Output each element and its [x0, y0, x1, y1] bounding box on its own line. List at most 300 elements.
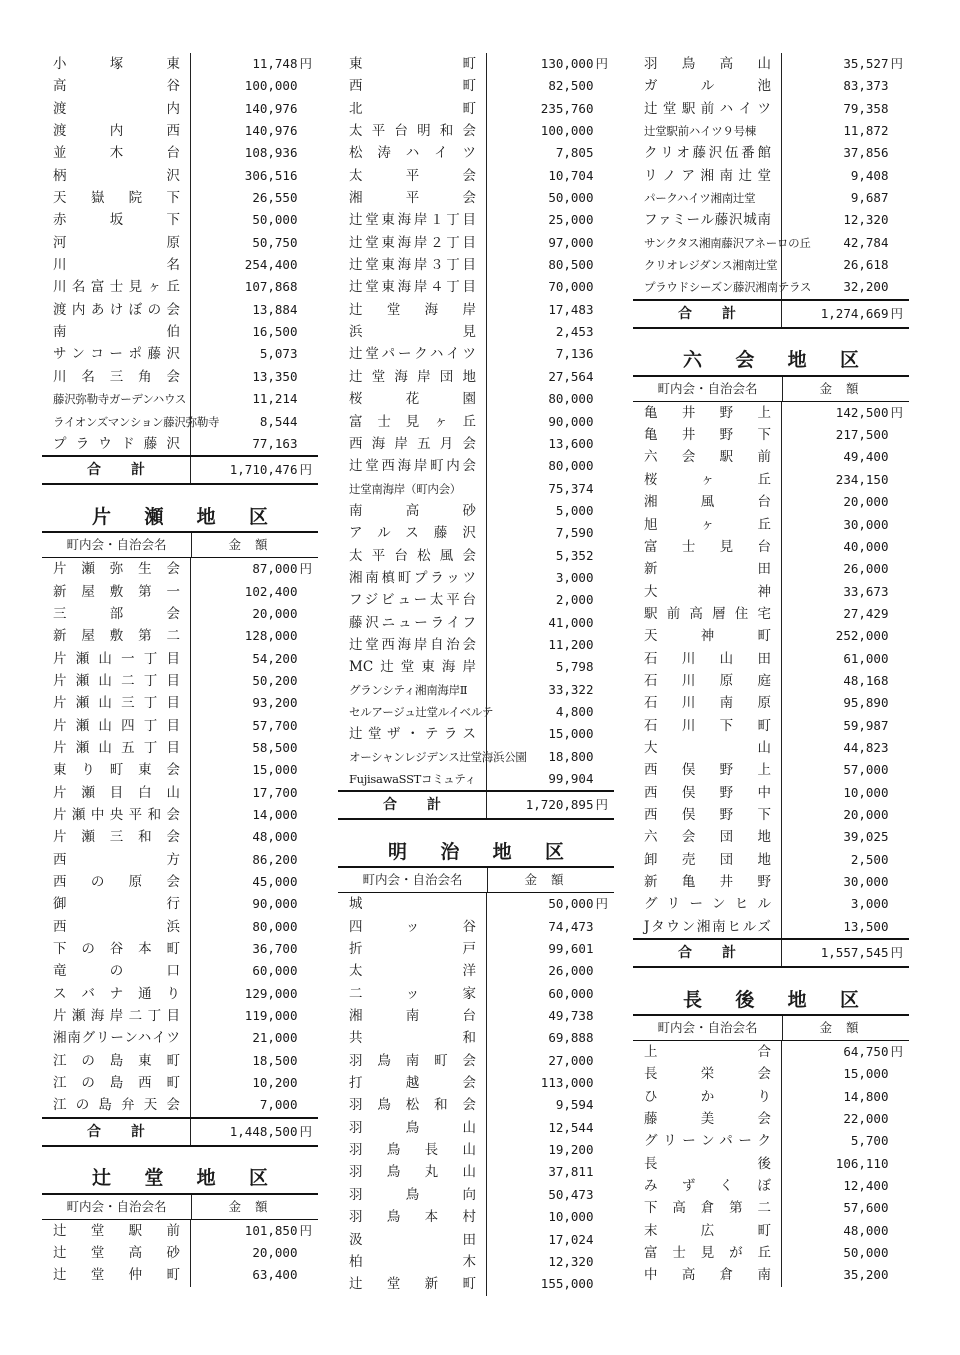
- amount-value: 22,000: [843, 1111, 889, 1127]
- amount: [487, 1139, 614, 1161]
- amount: [782, 98, 909, 120]
- table-row: [42, 737, 318, 759]
- amount: [487, 768, 614, 790]
- table-row: [42, 715, 318, 737]
- amount: [782, 893, 909, 915]
- amount: [191, 1027, 318, 1049]
- amount: [782, 276, 909, 298]
- table-row: [633, 232, 909, 254]
- amount-value: 12,320: [548, 1253, 594, 1269]
- district-title: 片 瀬 地 区: [92, 505, 268, 528]
- amount-value: 252,000: [835, 628, 889, 644]
- amount: [487, 723, 614, 745]
- association-name: 片瀬三和会: [42, 826, 191, 848]
- amount-value: 11,872: [843, 123, 889, 139]
- association-name: 辻堂西海岸町内会: [338, 455, 487, 477]
- table-row: [633, 1220, 909, 1242]
- amount-value: 26,000: [548, 963, 594, 979]
- amount-value: 18,800: [548, 748, 594, 764]
- amount: [487, 478, 614, 500]
- table-row: [42, 558, 318, 580]
- total-label: 合 計: [633, 940, 782, 966]
- amount-value: 50,000: [548, 190, 594, 206]
- amount: [782, 187, 909, 209]
- association-name: 湘南台: [338, 1005, 487, 1027]
- total-row: [633, 299, 909, 329]
- amount-value: 129,000: [244, 985, 298, 1001]
- table-row: [42, 343, 318, 365]
- table-row: [338, 1139, 614, 1161]
- amount: [191, 603, 318, 625]
- total-row: [42, 1117, 318, 1147]
- amount-value: 87,000: [252, 561, 298, 577]
- amount: [487, 343, 614, 365]
- amount-value: 45,000: [252, 874, 298, 889]
- amount-value: 42,784: [843, 234, 889, 250]
- association-name: オーシャンレジデンス辻堂海浜公園: [338, 746, 487, 768]
- amount-value: 33,322: [548, 681, 594, 697]
- association-name: 片瀬山五丁目: [42, 737, 191, 759]
- amount-value: 82,500: [548, 78, 594, 94]
- table-row: [633, 1086, 909, 1108]
- table-row: [633, 893, 909, 915]
- total-value: 1,274,669: [820, 305, 889, 321]
- table-row: [338, 589, 614, 611]
- association-name: 打越会: [338, 1072, 487, 1094]
- amount-value: 140,976: [244, 123, 298, 139]
- amount-value: 26,000: [843, 561, 889, 577]
- amount-value: 3,000: [555, 569, 594, 585]
- association-name: 羽鳥丸山: [338, 1161, 487, 1183]
- amount: [782, 1108, 909, 1130]
- yen-unit: 円: [299, 1123, 312, 1139]
- table-row: [42, 849, 318, 871]
- association-name: 新田: [633, 558, 782, 580]
- header-amount: 金額: [524, 872, 578, 888]
- association-name: 辻堂高砂: [42, 1242, 191, 1264]
- table-row: [42, 1027, 318, 1049]
- amount-value: 100,000: [540, 123, 594, 139]
- amount: [487, 1050, 614, 1072]
- district-title: 長 後 地 区: [683, 988, 859, 1011]
- association-name: 富士見が丘: [633, 1242, 782, 1264]
- amount-value: 90,000: [252, 896, 298, 912]
- amount-value: 13,500: [843, 918, 889, 934]
- table-row: [633, 1108, 909, 1130]
- amount-value: 57,600: [843, 1200, 889, 1216]
- amount: [487, 232, 614, 254]
- amount: [191, 938, 318, 960]
- amount: [191, 983, 318, 1005]
- table-row: [338, 1094, 614, 1116]
- amount: [782, 715, 909, 737]
- table-row: [633, 581, 909, 603]
- yen-unit: 円: [890, 305, 903, 321]
- table-row: [338, 1206, 614, 1228]
- yen-unit: 円: [890, 1044, 903, 1060]
- amount-value: 35,527: [843, 56, 889, 71]
- association-name: 湘平会: [338, 187, 487, 209]
- amount: [782, 469, 909, 491]
- association-name: 川名富士見ヶ丘: [42, 276, 191, 298]
- association-name: 辻堂パークハイツ: [338, 343, 487, 365]
- amount: [191, 1005, 318, 1027]
- amount-value: 75,374: [548, 480, 594, 496]
- association-name: 太平台明和会: [338, 120, 487, 142]
- amount-value: 48,168: [843, 672, 889, 688]
- association-name: ファミール藤沢城南: [633, 209, 782, 231]
- amount-value: 9,687: [850, 190, 889, 206]
- table-row: [633, 558, 909, 580]
- amount-value: 33,673: [843, 583, 889, 599]
- amount: [487, 321, 614, 343]
- association-name: 城: [338, 893, 487, 915]
- section-gap: [42, 485, 318, 499]
- table-row: [633, 514, 909, 536]
- table-row: [338, 165, 614, 187]
- header-name: 町内会・自治会名: [338, 868, 488, 892]
- table-row: [42, 1005, 318, 1027]
- association-name: 湘南槙町プラッツ: [338, 567, 487, 589]
- table-row: [633, 276, 909, 298]
- district-title: 明 治 地 区: [388, 840, 564, 863]
- amount: [782, 120, 909, 142]
- amount-value: 93,200: [252, 695, 298, 711]
- amount-value: 49,400: [843, 449, 889, 465]
- amount-value: 27,000: [548, 1052, 594, 1068]
- table-row: [633, 782, 909, 804]
- association-name: 卸売団地: [633, 849, 782, 871]
- amount-value: 36,700: [252, 941, 298, 957]
- table-row: [338, 746, 614, 768]
- amount: [487, 938, 614, 960]
- amount: [782, 603, 909, 625]
- table-row: [42, 388, 318, 410]
- table-row: [633, 469, 909, 491]
- amount: [487, 165, 614, 187]
- table-row: [338, 916, 614, 938]
- table-row: [338, 500, 614, 522]
- total-row: [633, 938, 909, 968]
- amount-value: 30,000: [843, 874, 889, 889]
- association-name: 辻堂西海岸自治会: [338, 634, 487, 656]
- total-amount: [782, 301, 909, 327]
- association-name: Jタウン湘南ヒルズ: [633, 916, 782, 938]
- table-row: [633, 120, 909, 142]
- column-left: [42, 53, 318, 1287]
- association-name: グリーンパーク: [633, 1130, 782, 1152]
- association-name: 西俣野中: [633, 782, 782, 804]
- table-header: [633, 1014, 909, 1041]
- amount: [487, 1273, 614, 1295]
- amount: [191, 98, 318, 120]
- table-row: [42, 433, 318, 455]
- amount: [191, 1264, 318, 1286]
- amount-value: 15,000: [843, 1066, 889, 1082]
- association-name: 下高倉第二: [633, 1197, 782, 1219]
- total-amount: [191, 457, 318, 483]
- amount-value: 14,800: [843, 1088, 889, 1104]
- amount-value: 21,000: [252, 1030, 298, 1046]
- amount: [782, 648, 909, 670]
- amount-value: 130,000: [540, 56, 594, 71]
- association-name: 湘南グリーンハイツ: [42, 1027, 191, 1049]
- amount-value: 60,000: [252, 963, 298, 979]
- table-row: [633, 715, 909, 737]
- table-row: [42, 782, 318, 804]
- amount-value: 59,987: [843, 717, 889, 733]
- association-name: 御行: [42, 893, 191, 915]
- amount-value: 86,200: [252, 851, 298, 867]
- total-value: 1,448,500: [229, 1123, 298, 1139]
- amount: [487, 209, 614, 231]
- amount: [191, 960, 318, 982]
- amount: [487, 388, 614, 410]
- table-row: [633, 402, 909, 424]
- amount: [191, 893, 318, 915]
- amount-value: 80,000: [548, 458, 594, 474]
- amount-value: 30,000: [843, 516, 889, 532]
- table-row: [633, 424, 909, 446]
- association-name: ひかり: [633, 1086, 782, 1108]
- association-name: 小塚東: [42, 53, 191, 75]
- association-name: 湘風台: [633, 491, 782, 513]
- amount: [191, 232, 318, 254]
- table-row: [633, 98, 909, 120]
- amount: [487, 893, 614, 915]
- amount: [191, 1094, 318, 1116]
- association-name: 末広町: [633, 1220, 782, 1242]
- amount: [191, 187, 318, 209]
- amount: [191, 581, 318, 603]
- amount-value: 14,000: [252, 806, 298, 822]
- association-name: サンコーポ藤沢: [42, 343, 191, 365]
- association-name: 片瀬山二丁目: [42, 670, 191, 692]
- association-name: 下の谷本町: [42, 938, 191, 960]
- association-name: 辻堂東海岸４丁目: [338, 276, 487, 298]
- amount-value: 90,000: [548, 413, 594, 429]
- table-row: [633, 1242, 909, 1264]
- header-amount: 金額: [228, 1198, 282, 1214]
- association-name: サンクタス湘南藤沢アネーロの丘: [633, 232, 782, 254]
- table-row: [42, 321, 318, 343]
- association-name: 赤坂下: [42, 209, 191, 231]
- association-name: 南伯: [42, 321, 191, 343]
- association-name: 羽鳥高山: [633, 53, 782, 75]
- association-name: 西海岸五月会: [338, 433, 487, 455]
- table-row: [633, 759, 909, 781]
- header-amount: 金額: [228, 537, 282, 553]
- amount-value: 64,750: [843, 1044, 889, 1060]
- table-row: [633, 1130, 909, 1152]
- association-name: 片瀬目白山: [42, 782, 191, 804]
- total-amount: [782, 940, 909, 966]
- amount-value: 50,000: [252, 212, 298, 228]
- association-name: グランシティ湘南海岸Ⅱ: [338, 679, 487, 701]
- table-row: [338, 1161, 614, 1183]
- amount: [782, 1063, 909, 1085]
- amount: [191, 648, 318, 670]
- amount: [191, 343, 318, 365]
- table-row: [338, 299, 614, 321]
- table-row: [338, 388, 614, 410]
- column-middle: [338, 53, 614, 1296]
- total-row: [338, 790, 614, 820]
- association-name: 竜の口: [42, 960, 191, 982]
- association-name: 羽鳥南町会: [338, 1050, 487, 1072]
- association-name: 汲田: [338, 1229, 487, 1251]
- table-row: [338, 1050, 614, 1072]
- amount-value: 74,473: [548, 918, 594, 934]
- association-name: ガル池: [633, 75, 782, 97]
- amount-value: 5,073: [259, 346, 298, 362]
- association-name: アルス藤沢: [338, 522, 487, 544]
- amount-value: 37,811: [548, 1164, 594, 1180]
- table-row: [633, 1197, 909, 1219]
- amount-value: 17,483: [548, 301, 594, 317]
- column-right: [633, 53, 909, 1287]
- association-name: 大山: [633, 737, 782, 759]
- association-name: 羽鳥松和会: [338, 1094, 487, 1116]
- table-row: [338, 1273, 614, 1295]
- amount: [782, 625, 909, 647]
- association-name: 石川山田: [633, 648, 782, 670]
- amount: [782, 1041, 909, 1063]
- amount-value: 57,000: [843, 762, 889, 778]
- total-row: [42, 455, 318, 485]
- association-name: みずくぼ: [633, 1175, 782, 1197]
- association-name: 西俣野上: [633, 759, 782, 781]
- table-row: [338, 433, 614, 455]
- association-name: 藤沢ニューライフ: [338, 612, 487, 634]
- amount: [487, 983, 614, 1005]
- yen-unit: 円: [595, 797, 608, 813]
- amount: [782, 402, 909, 424]
- yen-unit: 円: [890, 945, 903, 961]
- amount-value: 142,500: [835, 404, 889, 420]
- table-row: [338, 656, 614, 678]
- header-name: 町内会・自治会名: [42, 1195, 192, 1219]
- amount: [191, 782, 318, 804]
- amount: [782, 558, 909, 580]
- association-name: 三部会: [42, 603, 191, 625]
- header-name: 町内会・自治会名: [633, 1016, 783, 1040]
- amount-value: 101,850: [244, 1222, 298, 1238]
- table-row: [338, 98, 614, 120]
- amount: [191, 254, 318, 276]
- amount-value: 5,700: [850, 1133, 889, 1149]
- association-name: 河原: [42, 232, 191, 254]
- table-row: [633, 804, 909, 826]
- association-name: 羽鳥本村: [338, 1206, 487, 1228]
- amount-value: 2,000: [555, 592, 594, 608]
- amount: [487, 1206, 614, 1228]
- amount: [487, 1072, 614, 1094]
- table-row: [633, 916, 909, 938]
- amount: [191, 321, 318, 343]
- association-name: 西俣野下: [633, 804, 782, 826]
- amount-value: 119,000: [244, 1008, 298, 1024]
- table-header: [42, 1193, 318, 1220]
- association-name: 羽鳥向: [338, 1184, 487, 1206]
- amount-value: 12,400: [843, 1178, 889, 1194]
- amount-value: 27,564: [548, 368, 594, 384]
- amount: [191, 209, 318, 231]
- association-name: 辻堂東海岸１丁目: [338, 209, 487, 231]
- table-row: [42, 960, 318, 982]
- amount-value: 48,000: [843, 1222, 889, 1238]
- amount-value: 83,373: [843, 78, 889, 94]
- table-header: [338, 866, 614, 893]
- amount-value: 100,000: [244, 78, 298, 94]
- amount: [782, 209, 909, 231]
- amount: [191, 871, 318, 893]
- association-name: 上合: [633, 1041, 782, 1063]
- amount-value: 44,823: [843, 739, 889, 755]
- association-name: 辻堂海岸団地: [338, 366, 487, 388]
- table-row: [42, 142, 318, 164]
- amount-value: 49,738: [548, 1008, 594, 1024]
- association-name: 柄沢: [42, 165, 191, 187]
- association-name: 東町: [338, 53, 487, 75]
- amount: [487, 142, 614, 164]
- association-name: 天嶽院下: [42, 187, 191, 209]
- association-name: 辻堂仲町: [42, 1264, 191, 1286]
- amount-value: 3,000: [850, 896, 889, 912]
- amount: [487, 746, 614, 768]
- total-amount: [487, 792, 614, 818]
- amount-value: 128,000: [244, 628, 298, 644]
- yen-unit: 円: [299, 1222, 312, 1238]
- amount: [191, 1072, 318, 1094]
- association-name: スバナ通り: [42, 983, 191, 1005]
- amount-value: 26,618: [843, 257, 889, 273]
- amount-value: 97,000: [548, 234, 594, 250]
- amount-value: 20,000: [843, 494, 889, 510]
- table-row: [633, 491, 909, 513]
- table-row: [42, 187, 318, 209]
- amount: [782, 53, 909, 75]
- table-row: [633, 53, 909, 75]
- table-row: [633, 1063, 909, 1085]
- amount: [191, 120, 318, 142]
- table-row: [42, 254, 318, 276]
- table-row: [633, 670, 909, 692]
- amount-value: 106,110: [835, 1155, 889, 1171]
- total-label: 合 計: [42, 457, 191, 483]
- table-row: [42, 299, 318, 321]
- header-name: 町内会・自治会名: [42, 533, 192, 557]
- table-row: [42, 411, 318, 433]
- amount-value: 11,214: [252, 391, 298, 407]
- amount: [782, 424, 909, 446]
- amount: [487, 411, 614, 433]
- amount: [782, 826, 909, 848]
- table-row: [338, 232, 614, 254]
- amount: [487, 75, 614, 97]
- table-row: [42, 209, 318, 231]
- association-name: 西方: [42, 849, 191, 871]
- amount-value: 57,700: [252, 717, 298, 733]
- table-row: [338, 1184, 614, 1206]
- association-name: 折戸: [338, 938, 487, 960]
- table-row: [42, 938, 318, 960]
- table-row: [338, 679, 614, 701]
- amount: [487, 567, 614, 589]
- amount-value: 77,163: [252, 435, 298, 451]
- table-row: [338, 75, 614, 97]
- association-name: 四ッ谷: [338, 916, 487, 938]
